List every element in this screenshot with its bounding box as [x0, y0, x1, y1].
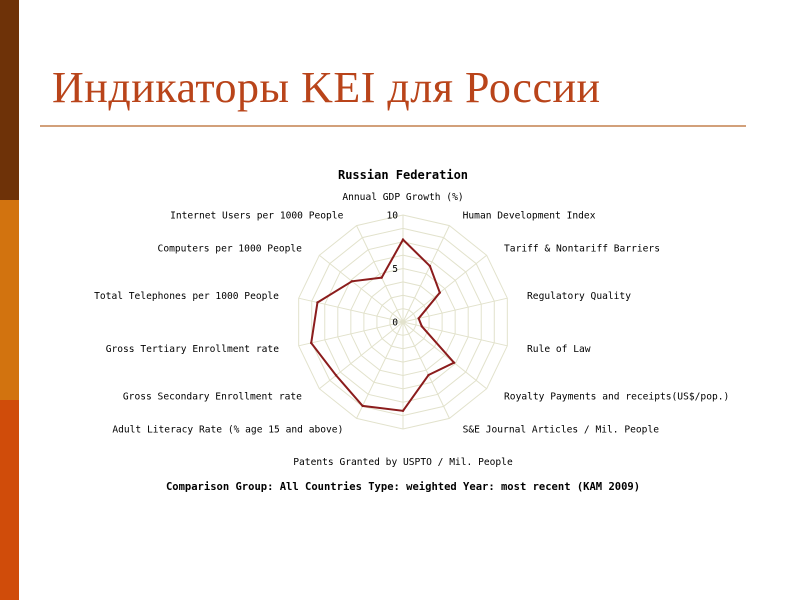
series-point — [351, 280, 353, 282]
slide-title: Индикаторы KEI для России — [52, 63, 601, 112]
axis-label: Adult Literacy Rate (% age 15 and above) — [112, 424, 344, 436]
chart-title: Russian Federation — [337, 168, 469, 182]
series-point — [421, 325, 423, 327]
axis-label: Total Telephones per 1000 People — [94, 291, 279, 303]
axis-label: Internet Users per 1000 People — [170, 210, 344, 222]
grid-spoke — [403, 322, 449, 418]
grid-spoke — [357, 322, 403, 418]
series-point — [310, 342, 312, 344]
series-point — [316, 301, 318, 303]
axis-label: S&E Journal Articles / Mil. People — [462, 424, 660, 436]
series-point — [429, 265, 431, 267]
axis-label: Computers per 1000 People — [157, 243, 302, 255]
series-point — [402, 238, 404, 240]
series-point — [361, 405, 363, 407]
grid-spoke — [403, 226, 449, 322]
series-point — [335, 374, 337, 376]
series-point — [453, 361, 455, 363]
tick-label: 10 — [386, 210, 398, 222]
tick-label: 5 — [392, 264, 398, 275]
axis-label: Royalty Payments and receipts(US$/pop.) — [504, 391, 730, 403]
series-point — [427, 374, 429, 376]
axis-label: Annual GDP Growth (%) — [342, 192, 464, 203]
series-point — [402, 410, 404, 412]
tick-label: 0 — [392, 317, 398, 329]
series-point — [380, 276, 382, 278]
axis-label: Tariff & Nontariff Barriers — [504, 243, 660, 255]
radar-grid — [299, 215, 508, 429]
chart-footer: Comparison Group: All Countries Type: weighted Year: most recent (KAM 2009) — [165, 481, 641, 493]
axis-label: Human Development Index — [462, 210, 596, 222]
axis-label: Patents Granted by USPTO / Mil. People — [293, 457, 513, 468]
axis-label: Gross Tertiary Enrollment rate — [105, 343, 279, 355]
axis-label: Regulatory Quality — [527, 291, 631, 303]
series-point — [439, 291, 441, 293]
axis-label: Gross Secondary Enrollment rate — [122, 391, 302, 403]
series-point — [417, 317, 419, 319]
axis-label: Rule of Law — [527, 343, 591, 355]
